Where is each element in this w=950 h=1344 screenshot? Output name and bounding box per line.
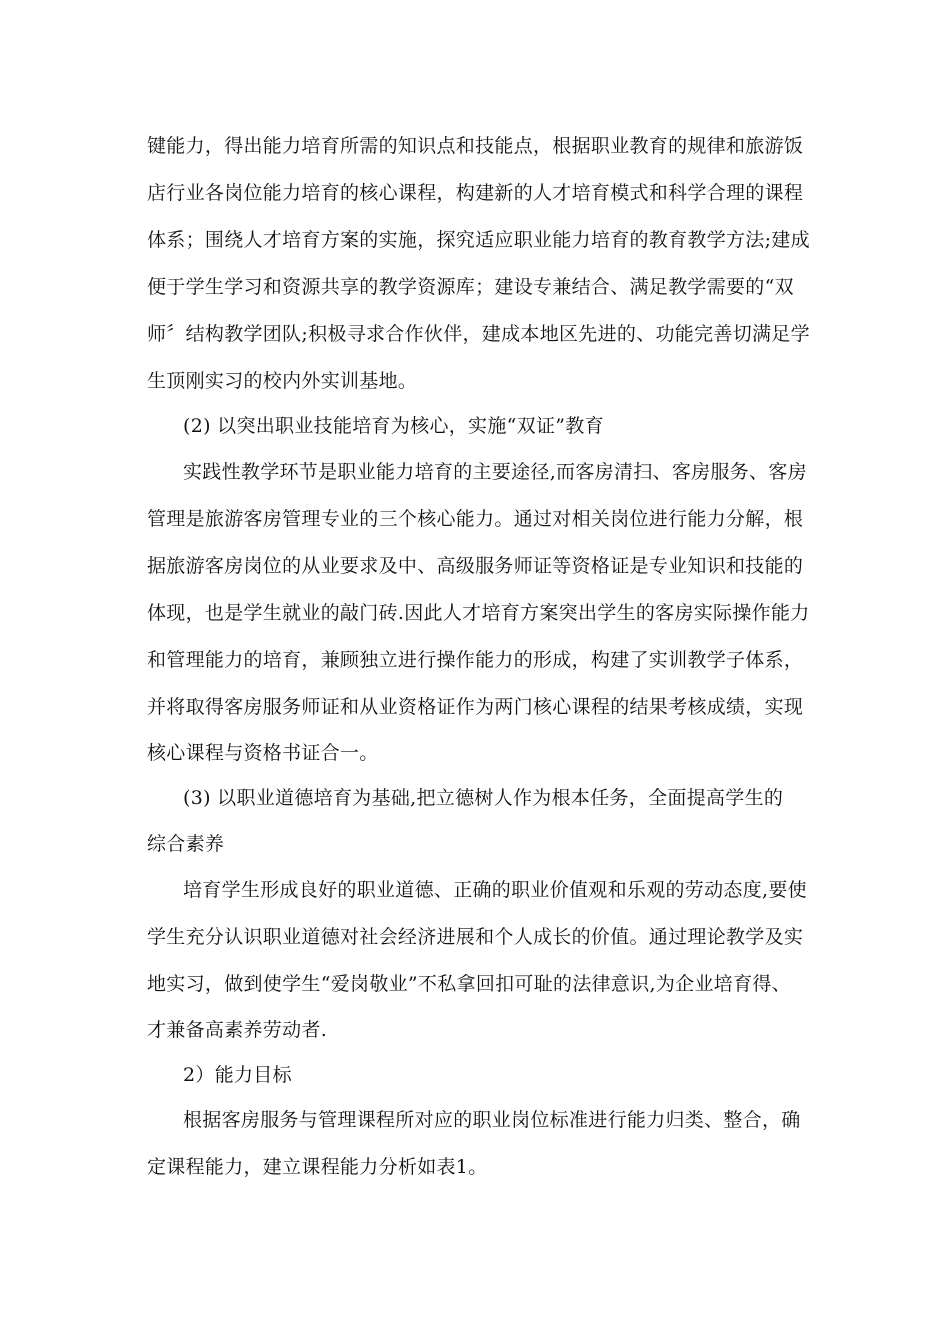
paragraph-line: 定课程能力，建立课程能力分析如表1。 [147,1156,488,1178]
paragraph-line: 根据客房服务与管理课程所对应的职业岗位标准进行能力归类、整合，确 [183,1109,801,1131]
section-heading: (3) 以职业道德培育为基础,把立德树人作为根本任务，全面提高学生的 [183,787,784,809]
paragraph-line: 体系；围绕人才培育方案的实施，探究适应职业能力培育的教育教学方法;建成 [147,229,810,251]
paragraph-line: 实践性教学环节是职业能力培育的主要途径,而客房清扫、客房服务、客房 [183,461,807,483]
paragraph-line: 学生充分认识职业道德对社会经济进展和个人成长的价值。通过理论教学及实 [147,926,804,948]
paragraph-line: 培育学生形成良好的职业道德、正确的职业价值观和乐观的劳动态度,要使 [183,879,807,901]
section-heading-continued: 综合素养 [147,833,225,855]
paragraph-line: 生顶刚实习的校内外实训基地。 [147,370,418,392]
paragraph-line: 并将取得客房服务师证和从业资格证作为两门核心课程的结果考核成绩，实现 [147,696,804,718]
paragraph-line: 键能力，得出能力培育所需的知识点和技能点，根据职业教育的规律和旅游饭 [147,135,804,157]
section-heading: (2) 以突出职业技能培育为核心，实施“双证”教育 [183,415,604,437]
paragraph-line: 和管理能力的培育，兼顾独立进行操作能力的形成，构建了实训教学子体系， [147,649,804,671]
paragraph-line: 店行业各岗位能力培育的核心课程，构建新的人才培育模式和科学合理的课程 [147,182,804,204]
paragraph-line: 师〞结构教学团队;积极寻求合作伙伴，建成本地区先进的、功能完善切满足学 [147,323,810,345]
paragraph-line: 便于学生学习和资源共享的教学资源库；建设专兼结合、满足教学需要的“双 [147,276,794,298]
paragraph-line: 地实习，做到使学生“爱岗敬业”不私拿回扣可耻的法律意识,为企业培育得、 [147,973,791,995]
paragraph-line: 管理是旅游客房管理专业的三个核心能力。通过对相关岗位进行能力分解，根 [147,508,804,530]
paragraph-line: 据旅游客房岗位的从业要求及中、高级服务师证等资格证是专业知识和技能的 [147,555,804,577]
paragraph-line: 才兼备高素养劳动者. [147,1019,328,1041]
section-heading: 2）能力目标 [183,1064,292,1086]
paragraph-line: 体现，也是学生就业的敲门砖.因此人才培育方案突出学生的客房实际操作能力 [147,602,810,624]
paragraph-line: 核心课程与资格书证合一。 [147,742,379,764]
